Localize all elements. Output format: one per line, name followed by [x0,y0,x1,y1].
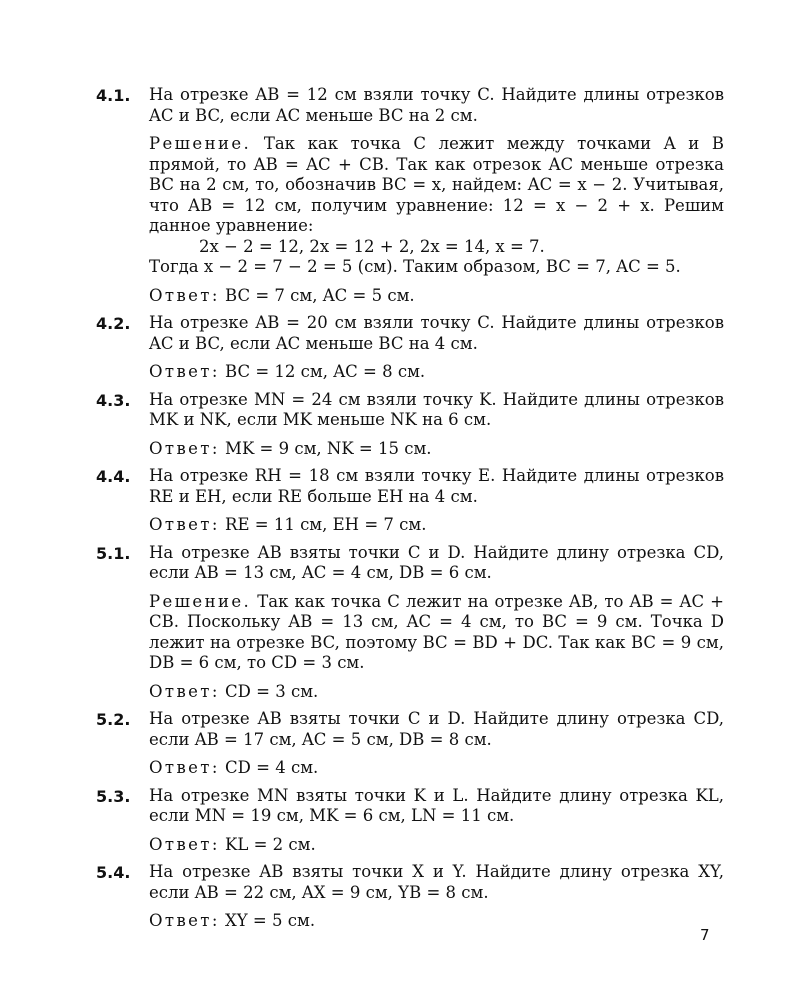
answer-text: XY = 5 см. [225,911,316,930]
answer-label: Ответ: [149,834,220,854]
answer-label: Ответ: [149,362,220,381]
answer-label: Ответ: [149,758,220,777]
answer [149,362,724,383]
solution [149,592,724,674]
problem-statement: На отрезке MN взяты точки K и L. Найдите длину отрезка KL, если MN = 19 см, MK = 6 см, LN = 11 см. [149,785,724,825]
answer-label: Ответ: [149,285,220,305]
problem-number: 4.2. [96,314,131,333]
problem-number: 4.1. [96,86,131,105]
answer-text: MK = 9 см, NK = 15 см. [225,438,432,458]
solution-text: Так как точка C лежит между точками A и B прямой, то AB = AC + CB. Так как отрезок AC меньше отрезка BC на 2 см, то, обозначив BC = x, найдем: AC = x − 2. Учитывая, что AB = 12 см, получим уравнение: 12 = x − 2 + x. Решим данное уравнение: [149,134,724,235]
solution-label: Решение. [149,134,252,153]
answer [149,515,724,536]
problem-statement: На отрезке AB = 12 см взяли точку C. Найдите длины отрезков AC и BC, если AC меньше BC на 2 см. [149,85,724,125]
problem-statement: На отрезке AB = 20 см взяли точку C. Найдите длины отрезков AC и BC, если AC меньше BC на 4 см. [149,313,724,353]
page-number: 7 [700,926,710,944]
problem-4-4 [96,466,724,536]
answer [149,286,724,307]
solution-equation: 2x − 2 = 12, 2x = 12 + 2, 2x = 14, x = 7. [199,236,545,256]
answer-text: CD = 3 см. [225,681,319,701]
problem-5-3 [96,786,724,856]
solution [149,134,724,237]
solution-tail: Тогда x − 2 = 7 − 2 = 5 (см). Таким образом, BC = 7, AC = 5. [149,257,681,276]
problem-number: 5.2. [96,710,131,729]
problem-number: 4.4. [96,467,131,486]
problem-number: 4.3. [96,390,131,410]
answer-text: BC = 12 см, AC = 8 см. [225,362,426,381]
problem-statement: На отрезке AB взяты точки X и Y. Найдите длину отрезка XY, если AB = 22 см, AX = 9 см, YB = 8 см. [149,862,724,902]
problem-number: 5.1. [96,543,131,563]
answer-label: Ответ: [149,515,220,534]
answer-label: Ответ: [149,911,220,930]
problem-4-2 [96,313,724,383]
problem-number: 5.3. [96,786,131,806]
problem-number: 5.4. [96,863,131,882]
answer-text: KL = 2 см. [225,834,316,854]
answer [149,911,724,932]
problem-statement: На отрезке RH = 18 см взяли точку E. Найдите длины отрезков RE и EH, если RE больше EH на 4 см. [149,466,724,506]
answer [149,835,724,856]
answer [149,439,724,460]
problem-statement: На отрезке MN = 24 см взяли точку K. Найдите длины отрезков MK и NK, если MK меньше NK на 6 см. [149,389,724,429]
solution-text: Так как точка C лежит на отрезке AB, то AB = AC + CB. Поскольку AB = 13 см, AC = 4 см, то BC = 9 см. Точка D лежит на отрезке BC, поэтому BC = BD + DC. Так как BC = 9 см, DB = 6 см, то CD = 3 см. [149,591,724,672]
problem-statement: На отрезке AB взяты точки C и D. Найдите длину отрезка CD, если AB = 13 см, AC = 4 см, DB = 6 см. [149,542,724,582]
answer [149,758,724,779]
problem-statement: На отрезке AB взяты точки C и D. Найдите длину отрезка CD, если AB = 17 см, AC = 5 см, DB = 8 см. [149,709,724,749]
answer-text: BC = 7 см, AC = 5 см. [225,285,415,305]
problem-list [96,85,724,939]
problem-5-4 [96,862,724,932]
answer-text: CD = 4 см. [225,758,319,777]
problem-5-2 [96,709,724,779]
answer-label: Ответ: [149,438,220,458]
solution-label: Решение. [149,591,252,611]
problem-4-1 [96,85,724,306]
answer-label: Ответ: [149,681,220,701]
answer-text: RE = 11 см, EH = 7 см. [225,515,427,534]
problem-4-3 [96,390,724,460]
answer [149,682,724,703]
problem-5-1 [96,543,724,703]
